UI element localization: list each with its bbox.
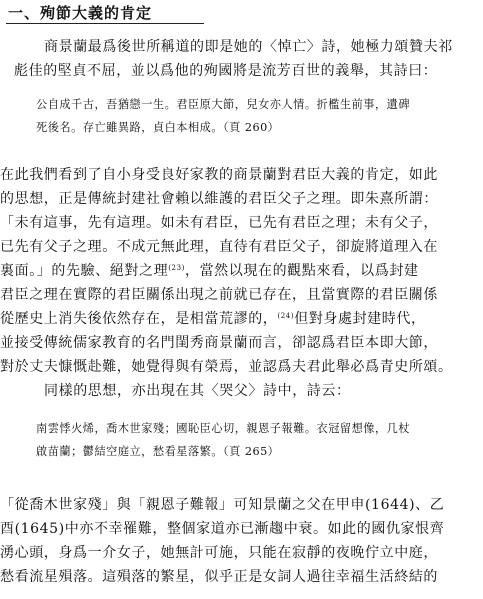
paragraph-1-line: 商景蘭最爲後世所稱道的即是她的〈悼亡〉詩，她極力頌贊夫祁 (44, 39, 453, 55)
section-heading: 一、殉節大義的肯定 (8, 4, 153, 22)
paragraph-2-line: 已先有父子之理。不成元無此理，直待有君臣父子，卻旋將道理入在 (0, 239, 438, 255)
paragraph-2-line: 對於丈夫慷慨赴難，她覺得與有榮焉，並認爲夫君此舉必爲青史所頌。 (0, 359, 453, 375)
poem-quote-1-line: 死後名。存亡雖異路，貞白本相成。（頁 260） (36, 121, 280, 134)
paragraph-3: 同樣的思想，亦出現在其〈哭父〉詩中，詩云： (44, 383, 351, 399)
paragraph-2-line: 「未有這事，先有這理。如未有君臣，已先有君臣之理；未有父子， (0, 215, 438, 231)
paragraph-2-line: 從歷史上消失後依然存在，是相當荒謬的，$^{(24)}$但對身處封建時代， (0, 311, 426, 327)
paragraph-2-line: 裏面。」的先驗、絕對之理$^{(23)}$，當然以現在的觀點來看，以爲封建 (0, 263, 419, 279)
paragraph-2-line: 君臣之理在實際的君臣關係出現之前就已存在，且當實際的君臣關係 (0, 287, 438, 303)
footnote-ref-24: (24) (277, 312, 295, 320)
poem-quote-1-line: 公自成千古，吾猶戀一生。君臣原大節，兒女亦人情。折檻生前事，遺碑 (36, 98, 411, 111)
paragraph-2-line: 的思想，正是傳統封建社會賴以維護的君臣父子之理。即朱熹所謂： (0, 191, 438, 207)
poem-quote-2-line: 啟苗蘭；鬱結空庭立，愁看星落繁。（頁 265） (36, 445, 280, 458)
poem-quote-2-line: 南雲悸火烯，喬木世家殘；國恥臣心切，親恩子報難。衣冠留想像，几杖 (36, 422, 411, 435)
paragraph-4-line: 「從喬木世家殘」與「親恩子難報」可知景蘭之父在甲申(1644)、乙 (0, 497, 445, 513)
heading-underline (6, 23, 204, 24)
paragraph-2-line: 並接受傳統儒家教育的名門閨秀商景蘭而言，卻認爲君臣本即大節， (0, 335, 438, 351)
paragraph-1-line: 彪佳的堅貞不屈，並以爲他的殉國將是流芳百世的義舉，其詩曰： (14, 63, 438, 79)
footnote-ref-23: (23) (168, 264, 185, 272)
paragraph-4-line: 愁看流星殞落。這殞落的繁星，似乎正是女詞人過往幸福生活終結的 (0, 569, 438, 585)
paragraph-4-line: 酉(1645)中亦不幸罹難，整個家道亦已漸趨中衰。如此的國仇家恨齊 (0, 521, 445, 537)
paragraph-4-line: 湧心頭，身爲一介女子，她無計可施，只能在寂靜的夜晚佇立中庭， (0, 545, 438, 561)
paragraph-2-line: 在此我們看到了自小身受良好家教的商景蘭對君臣大義的肯定，如此 (0, 167, 438, 183)
